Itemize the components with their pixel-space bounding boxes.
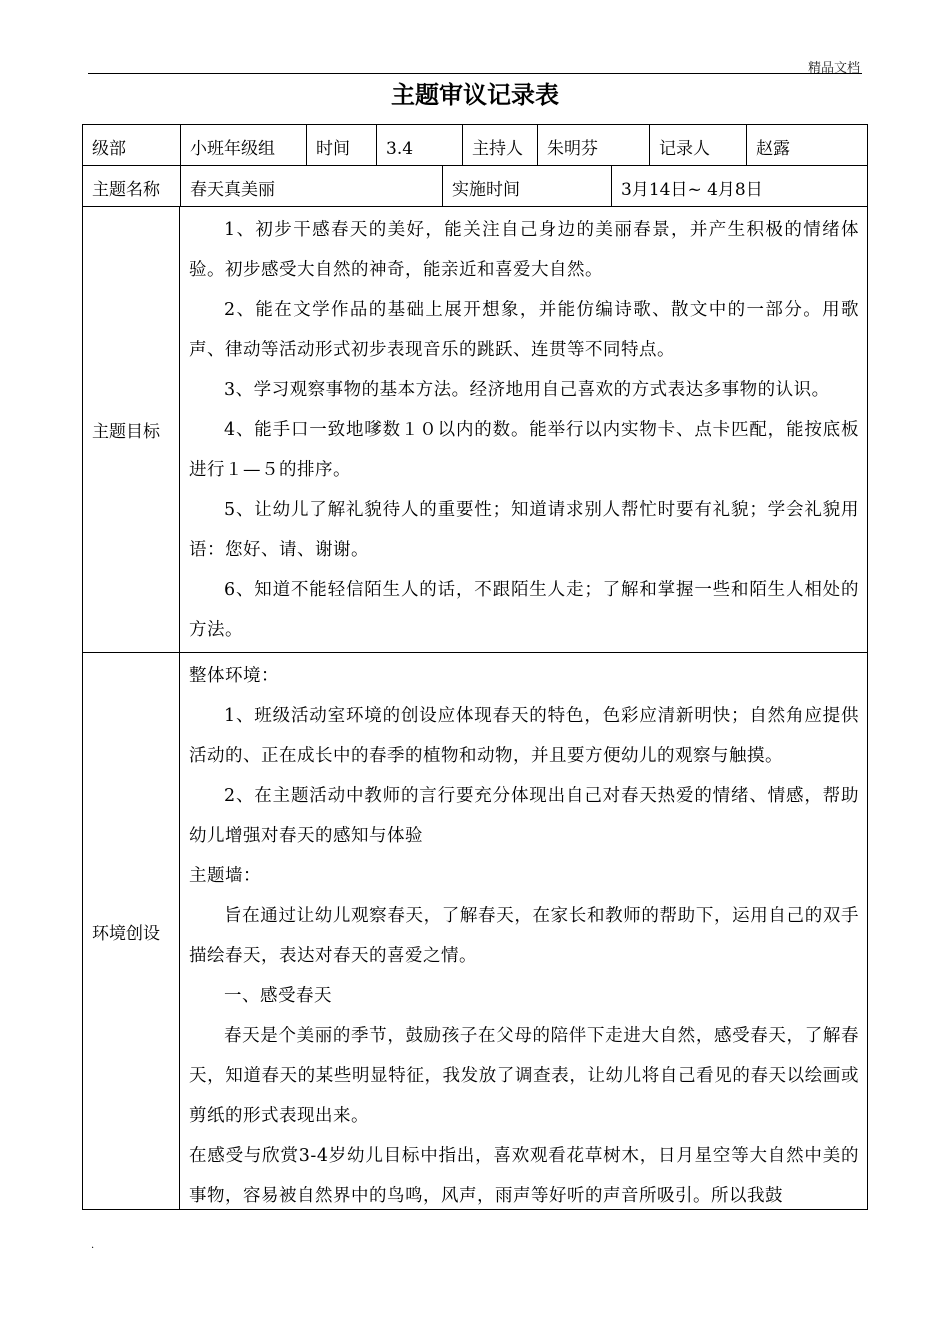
time-label: 时间: [306, 125, 376, 165]
goal-item: 2、能在文学作品的基础上展开想象，并能仿编诗歌、散文中的一部分。用歌声、律动等活动形式初步表现音乐的跳跃、连贯等不同特点。: [189, 300, 859, 360]
goals-content: [179, 207, 867, 652]
section-heading: 一、感受春天: [224, 986, 332, 1006]
goal-item: 3、学习观察事物的基本方法。经济地用自己喜欢的方式表达多事物的认识。: [224, 380, 830, 400]
grade-label: 级部: [92, 139, 126, 159]
host-label: 主持人: [462, 125, 537, 165]
environment-row: [82, 652, 868, 1210]
theme-label: 主题名称: [92, 180, 160, 200]
wall-heading: 主题墙：: [189, 866, 261, 886]
environment-label: 环境创设: [92, 923, 160, 944]
header-rule: [88, 73, 862, 74]
theme-value: 春天真美丽: [180, 166, 442, 206]
overall-heading: 整体环境：: [189, 666, 279, 686]
info-row-2: [82, 165, 868, 206]
goal-item: 1、初步干感春天的美好，能关注自己身边的美丽春景，并产生积极的情绪体验。初步感受大自然的神奇，能亲近和喜爱大自然。: [189, 220, 859, 280]
goals-label: 主题目标: [92, 422, 160, 442]
info-row-1: [82, 124, 868, 165]
recorder-value: 赵露: [746, 125, 867, 165]
footer-mark: .: [91, 1240, 95, 1251]
section-text: 春天是个美丽的季节，鼓励孩子在父母的陪伴下走进大自然，感受春天，了解春天，知道春天的某些明显特征，我发放了调查表，让幼儿将自己看见的春天以绘画或剪纸的形式表现出来。: [189, 1026, 859, 1126]
recorder-label: 记录人: [649, 125, 746, 165]
overall-item: 1、班级活动室环境的创设应体现春天的特色，色彩应清新明快；自然角应提供活动的、正在成长中的春季的植物和动物，并且要方便幼儿的观察与触摸。: [189, 706, 859, 766]
header-tag: 精品文档: [807, 61, 860, 76]
goals-row: [82, 206, 868, 652]
grade-value: 小班年级组: [180, 125, 306, 165]
section-text-2: 在感受与欣赏3-4岁幼儿目标中指出，喜欢观看花草树木，日月星空等大自然中美的事物，容易被自然界中的鸟鸣，风声，雨声等好听的声音所吸引。所以我鼓: [189, 1146, 859, 1206]
record-table: [82, 124, 868, 1210]
period-value: 3月14日~ 4月8日: [611, 166, 867, 206]
goal-item: 6、知道不能轻信陌生人的话，不跟陌生人走；了解和掌握一些和陌生人相处的方法。: [189, 580, 859, 640]
time-value: 3.4: [376, 125, 462, 165]
environment-content: [179, 653, 867, 1209]
page-title: 主题审议记录表: [391, 81, 559, 109]
host-value: 朱明芬: [537, 125, 649, 165]
wall-text: 旨在通过让幼儿观察春天，了解春天，在家长和教师的帮助下，运用自己的双手描绘春天，表达对春天的喜爱之情。: [189, 906, 859, 966]
period-label: 实施时间: [442, 166, 611, 206]
overall-item: 2、在主题活动中教师的言行要充分体现出自己对春天热爱的情绪、情感，帮助幼儿增强对春天的感知与体验: [189, 786, 859, 846]
goal-item: 4、能手口一致地嗲数１０以内的数。能举行以内实物卡、点卡匹配，能按底板进行１—５的排序。: [189, 420, 859, 480]
goal-item: 5、让幼儿了解礼貌待人的重要性；知道请求别人帮忙时要有礼貌；学会礼貌用语：您好、请、谢谢。: [189, 500, 859, 560]
